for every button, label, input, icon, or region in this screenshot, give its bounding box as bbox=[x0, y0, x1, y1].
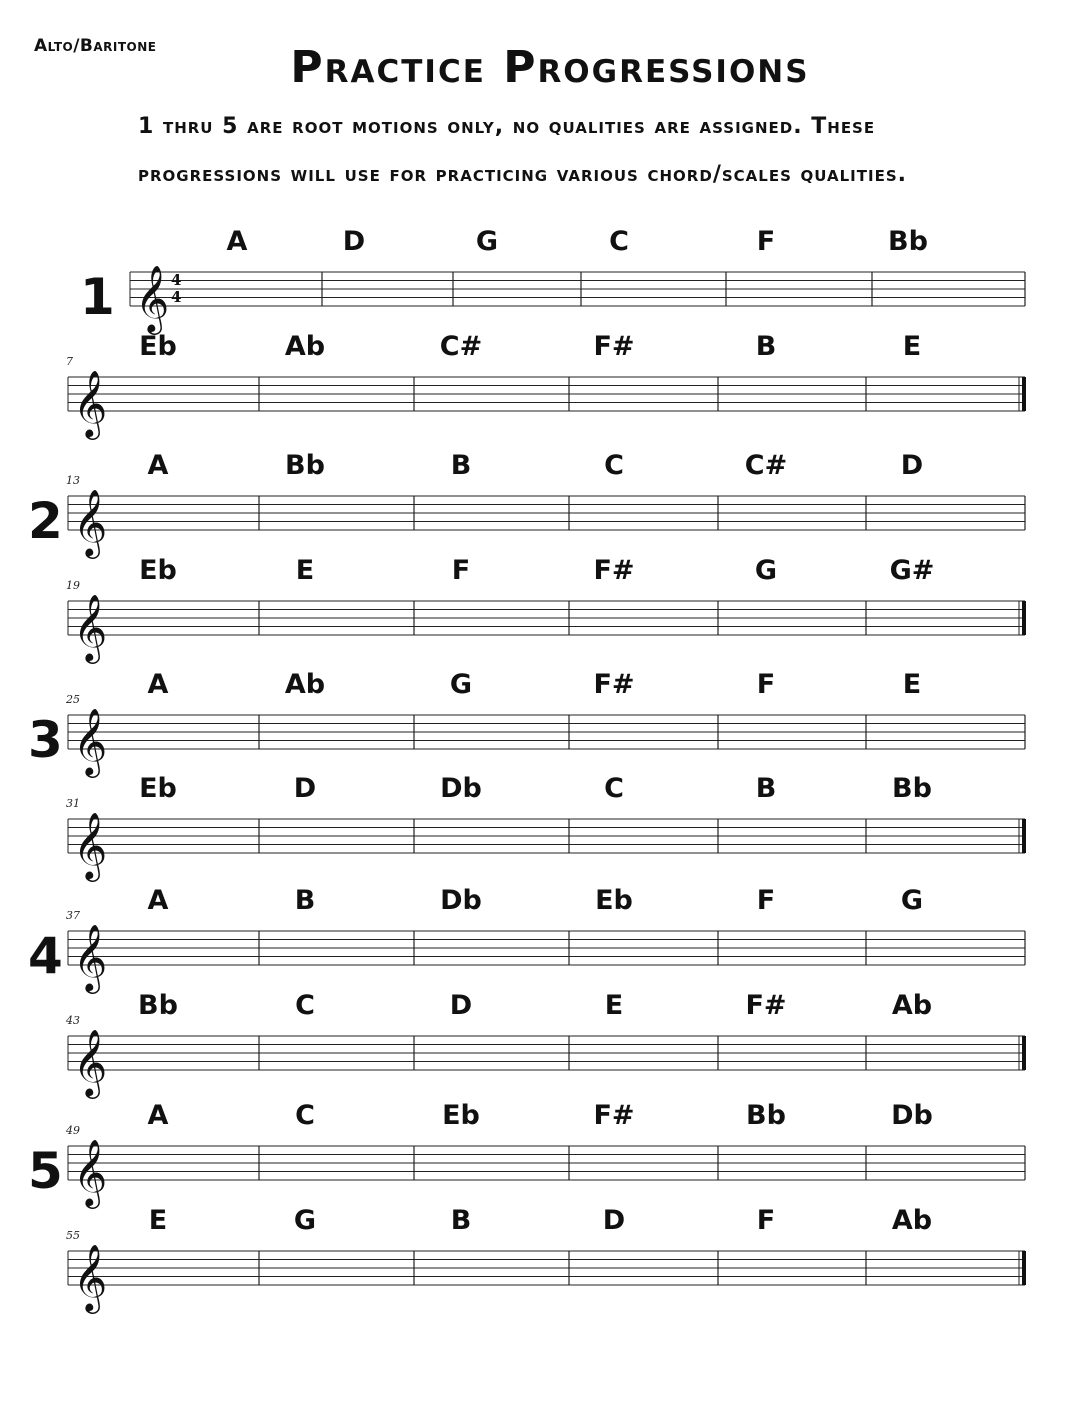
chord-symbol: A bbox=[147, 885, 169, 916]
measure-number: 19 bbox=[66, 579, 80, 592]
chord-symbol: E bbox=[604, 990, 624, 1021]
chord-symbol: F# bbox=[593, 669, 635, 700]
treble-clef-icon: 𝄞 bbox=[73, 369, 108, 437]
measure-number: 37 bbox=[66, 909, 80, 922]
progression-number: 1 bbox=[80, 268, 115, 326]
treble-clef-icon: 𝄞 bbox=[73, 1138, 108, 1206]
treble-clef-icon: 𝄞 bbox=[73, 1243, 108, 1311]
time-signature-top: 4 bbox=[171, 271, 182, 289]
chord-symbol: Ab bbox=[284, 669, 326, 700]
page-title: Practice Progressions bbox=[290, 42, 810, 93]
chord-symbol: C bbox=[295, 1100, 315, 1131]
chord-symbol: Eb bbox=[595, 885, 633, 916]
chord-symbol: C bbox=[604, 773, 624, 804]
treble-clef-icon: 𝄞 bbox=[73, 593, 108, 661]
measure-number: 43 bbox=[66, 1014, 80, 1027]
chord-symbol: F# bbox=[593, 1100, 635, 1131]
chord-symbol: G bbox=[900, 885, 924, 916]
chord-symbol: C bbox=[604, 450, 624, 481]
progression-number: 4 bbox=[28, 927, 63, 985]
chord-symbol: G bbox=[754, 555, 778, 586]
chord-symbol: E bbox=[295, 555, 315, 586]
chord-symbol: C bbox=[609, 226, 629, 257]
measure-number: 31 bbox=[66, 797, 80, 810]
measure-number: 13 bbox=[66, 474, 80, 487]
chord-symbol: G bbox=[293, 1205, 317, 1236]
chord-symbol: D bbox=[602, 1205, 626, 1236]
treble-clef-icon: 𝄞 bbox=[73, 811, 108, 879]
progression-number: 3 bbox=[28, 711, 63, 769]
treble-clef-icon: 𝄞 bbox=[73, 1028, 108, 1096]
chord-symbol: Eb bbox=[139, 331, 177, 362]
intro-text-line-2: progressions will use for practicing various chord/scales qualities. bbox=[138, 162, 907, 187]
chord-symbol: F# bbox=[593, 555, 635, 586]
chord-symbol: G bbox=[475, 226, 499, 257]
chord-symbol: Eb bbox=[442, 1100, 480, 1131]
chord-symbol: Db bbox=[440, 773, 482, 804]
chord-symbol: Ab bbox=[284, 331, 326, 362]
chord-symbol: D bbox=[293, 773, 317, 804]
chord-symbol: Bb bbox=[892, 773, 932, 804]
part-label: Alto/Baritone bbox=[34, 36, 157, 56]
chord-symbol: Eb bbox=[139, 773, 177, 804]
chord-symbol: G# bbox=[889, 555, 935, 586]
treble-clef-icon: 𝄞 bbox=[73, 488, 108, 556]
final-barline bbox=[1022, 1036, 1026, 1070]
chord-symbol: B bbox=[294, 885, 316, 916]
chord-symbol: C# bbox=[744, 450, 788, 481]
chord-symbol: E bbox=[902, 331, 922, 362]
chord-symbol: E bbox=[902, 669, 922, 700]
chord-symbol: Eb bbox=[139, 555, 177, 586]
chord-symbol: Db bbox=[440, 885, 482, 916]
measure-number: 25 bbox=[66, 693, 80, 706]
chord-symbol: F# bbox=[745, 990, 787, 1021]
chord-symbol: Bb bbox=[285, 450, 325, 481]
chord-symbol: F bbox=[756, 669, 776, 700]
chord-symbol: A bbox=[226, 226, 248, 257]
chord-symbol: E bbox=[148, 1205, 168, 1236]
chord-symbol: Ab bbox=[891, 1205, 933, 1236]
progression-number: 5 bbox=[28, 1142, 63, 1200]
chord-symbol: F# bbox=[593, 331, 635, 362]
chord-symbol: A bbox=[147, 669, 169, 700]
final-barline bbox=[1022, 819, 1026, 853]
chord-symbol: G bbox=[449, 669, 473, 700]
progression-number: 2 bbox=[28, 492, 63, 550]
measure-number: 49 bbox=[66, 1124, 80, 1137]
chord-symbol: B bbox=[755, 331, 777, 362]
chord-symbol: Bb bbox=[746, 1100, 786, 1131]
treble-clef-icon: 𝄞 bbox=[73, 707, 108, 775]
treble-clef-icon: 𝄞 bbox=[73, 923, 108, 991]
chord-symbol: F bbox=[451, 555, 471, 586]
chord-symbol: D bbox=[449, 990, 473, 1021]
chord-symbol: B bbox=[755, 773, 777, 804]
chord-symbol: Bb bbox=[888, 226, 928, 257]
chord-symbol: B bbox=[450, 450, 472, 481]
chord-symbol: D bbox=[342, 226, 366, 257]
chord-symbol: A bbox=[147, 1100, 169, 1131]
chord-symbol: D bbox=[900, 450, 924, 481]
measure-number: 55 bbox=[66, 1229, 80, 1242]
treble-clef-icon: 𝄞 bbox=[135, 264, 170, 332]
intro-text-line-1: 1 thru 5 are root motions only, no qualities are assigned. These bbox=[138, 114, 876, 139]
chord-symbol: A bbox=[147, 450, 169, 481]
chord-symbol: C# bbox=[439, 331, 483, 362]
chord-symbol: Db bbox=[891, 1100, 933, 1131]
chord-symbol: Bb bbox=[138, 990, 178, 1021]
final-barline bbox=[1022, 1251, 1026, 1285]
chord-symbol: Ab bbox=[891, 990, 933, 1021]
chord-symbol: F bbox=[756, 1205, 776, 1236]
chord-symbol: B bbox=[450, 1205, 472, 1236]
measure-number: 7 bbox=[66, 355, 73, 368]
chord-symbol: F bbox=[756, 226, 776, 257]
time-signature-bottom: 4 bbox=[171, 288, 182, 306]
chord-symbol: F bbox=[756, 885, 776, 916]
final-barline bbox=[1022, 601, 1026, 635]
final-barline bbox=[1022, 377, 1026, 411]
chord-symbol: C bbox=[295, 990, 315, 1021]
